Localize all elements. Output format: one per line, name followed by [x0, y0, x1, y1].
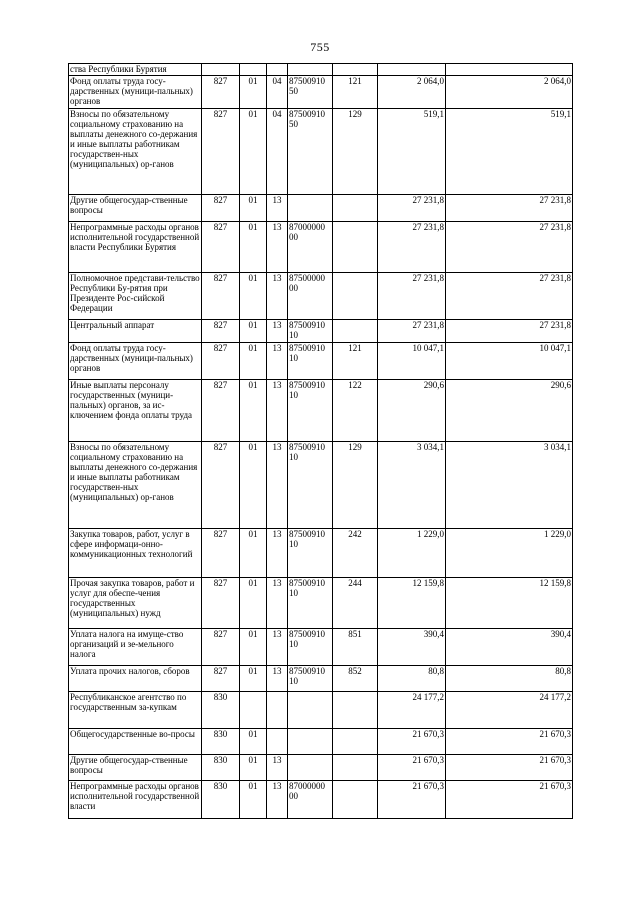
subsection-code-cell: 13 — [267, 629, 288, 666]
target-article-cell — [288, 64, 333, 76]
target-article-cell — [288, 729, 333, 755]
expense-type-cell — [333, 64, 378, 76]
expense-type-cell — [333, 781, 378, 819]
section-code-cell — [240, 64, 267, 76]
table-row — [69, 755, 573, 781]
total-cell: 21 670,3 — [446, 755, 573, 781]
expense-type-cell: 129 — [333, 442, 378, 529]
ministry-code-cell: 827 — [202, 109, 240, 195]
expense-type-cell — [333, 755, 378, 781]
amount-cell: 27 231,8 — [378, 222, 446, 273]
row-name-cell: Общегосударственные во-просы — [69, 729, 202, 755]
row-name-cell: Непрограммные расходы органов исполнительной государственной власти — [69, 781, 202, 819]
table-body — [69, 64, 573, 819]
table-row — [69, 442, 573, 529]
total-cell: 3 034,1 — [446, 442, 573, 529]
row-name-cell: Непрограммные расходы органов исполнительной государственной власти Республики Бурятия — [69, 222, 202, 273]
target-article-cell — [288, 755, 333, 781]
target-article-cell: 87000000 00 — [288, 222, 333, 273]
table-row — [69, 692, 573, 729]
row-name-cell: Взносы по обязательному социальному страхованию на выплаты денежного со-держания и иные выплаты работникам государствен-ных (муниципальных) ор-ганов — [69, 442, 202, 529]
subsection-code-cell: 13 — [267, 343, 288, 380]
budget-table — [68, 63, 573, 819]
target-article-cell: 87000000 00 — [288, 781, 333, 819]
row-name-cell: Другие общегосудар-ственные вопросы — [69, 755, 202, 781]
subsection-code-cell: 04 — [267, 109, 288, 195]
row-name-cell: Фонд оплаты труда госу-дарственных (муници-пальных) органов — [69, 76, 202, 109]
subsection-code-cell: 13 — [267, 320, 288, 343]
amount-cell: 21 670,3 — [378, 781, 446, 819]
amount-cell: 21 670,3 — [378, 755, 446, 781]
target-article-cell — [288, 692, 333, 729]
expense-type-cell: 121 — [333, 343, 378, 380]
table-row — [69, 578, 573, 629]
table-row — [69, 729, 573, 755]
amount-cell — [378, 64, 446, 76]
row-name-cell: Республиканское агентство по государственным за-купкам — [69, 692, 202, 729]
section-code-cell — [240, 692, 267, 729]
row-name-cell: ства Республики Бурятия — [69, 64, 202, 76]
amount-cell: 390,4 — [378, 629, 446, 666]
subsection-code-cell: 13 — [267, 442, 288, 529]
total-cell: 390,4 — [446, 629, 573, 666]
subsection-code-cell — [267, 692, 288, 729]
subsection-code-cell: 13 — [267, 273, 288, 320]
subsection-code-cell: 13 — [267, 529, 288, 578]
target-article-cell: 87500910 10 — [288, 629, 333, 666]
subsection-code-cell: 13 — [267, 781, 288, 819]
total-cell: 27 231,8 — [446, 273, 573, 320]
ministry-code-cell: 827 — [202, 320, 240, 343]
row-name-cell: Другие общегосудар-ственные вопросы — [69, 195, 202, 222]
section-code-cell: 01 — [240, 578, 267, 629]
expense-type-cell: 129 — [333, 109, 378, 195]
row-name-cell: Центральный аппарат — [69, 320, 202, 343]
table-row — [69, 666, 573, 692]
amount-cell: 1 229,0 — [378, 529, 446, 578]
total-cell: 21 670,3 — [446, 781, 573, 819]
subsection-code-cell: 04 — [267, 76, 288, 109]
ministry-code-cell: 830 — [202, 781, 240, 819]
ministry-code-cell: 830 — [202, 755, 240, 781]
target-article-cell: 87500910 50 — [288, 109, 333, 195]
target-article-cell: 87500910 10 — [288, 666, 333, 692]
total-cell: 27 231,8 — [446, 320, 573, 343]
section-code-cell: 01 — [240, 666, 267, 692]
amount-cell: 12 159,8 — [378, 578, 446, 629]
ministry-code-cell: 827 — [202, 76, 240, 109]
table-row — [69, 629, 573, 666]
total-cell: 24 177,2 — [446, 692, 573, 729]
subsection-code-cell: 13 — [267, 666, 288, 692]
amount-cell: 24 177,2 — [378, 692, 446, 729]
total-cell: 27 231,8 — [446, 222, 573, 273]
subsection-code-cell: 13 — [267, 222, 288, 273]
section-code-cell: 01 — [240, 320, 267, 343]
table-row — [69, 380, 573, 442]
ministry-code-cell: 827 — [202, 222, 240, 273]
row-name-cell: Уплата налога на имуще-ство организаций и зе-мельного налога — [69, 629, 202, 666]
expense-type-cell: 852 — [333, 666, 378, 692]
page-number: 755 — [310, 40, 330, 54]
total-cell: 2 064,0 — [446, 76, 573, 109]
subsection-code-cell: 13 — [267, 578, 288, 629]
amount-cell: 3 034,1 — [378, 442, 446, 529]
ministry-code-cell: 830 — [202, 692, 240, 729]
target-article-cell: 87500910 50 — [288, 76, 333, 109]
section-code-cell: 01 — [240, 629, 267, 666]
total-cell: 12 159,8 — [446, 578, 573, 629]
row-name-cell: Взносы по обязательному социальному страхованию на выплаты денежного со-держания и иные выплаты работникам государствен-ных (муниципальных) ор-ганов — [69, 109, 202, 195]
section-code-cell: 01 — [240, 729, 267, 755]
ministry-code-cell: 827 — [202, 343, 240, 380]
section-code-cell: 01 — [240, 273, 267, 320]
section-code-cell: 01 — [240, 442, 267, 529]
ministry-code-cell: 827 — [202, 578, 240, 629]
table-row — [69, 195, 573, 222]
table-row — [69, 529, 573, 578]
table-row — [69, 343, 573, 380]
expense-type-cell — [333, 729, 378, 755]
ministry-code-cell: 827 — [202, 380, 240, 442]
amount-cell: 290,6 — [378, 380, 446, 442]
section-code-cell: 01 — [240, 109, 267, 195]
ministry-code-cell: 827 — [202, 442, 240, 529]
subsection-code-cell: 13 — [267, 755, 288, 781]
amount-cell: 27 231,8 — [378, 195, 446, 222]
section-code-cell: 01 — [240, 76, 267, 109]
expense-type-cell: 851 — [333, 629, 378, 666]
row-name-cell: Фонд оплаты труда госу-дарственных (муници-пальных) органов — [69, 343, 202, 380]
row-name-cell: Прочая закупка товаров, работ и услуг для обеспе-чения государственных (муниципальных) нужд — [69, 578, 202, 629]
section-code-cell: 01 — [240, 755, 267, 781]
table-row — [69, 64, 573, 76]
subsection-code-cell — [267, 729, 288, 755]
total-cell: 10 047,1 — [446, 343, 573, 380]
section-code-cell: 01 — [240, 380, 267, 442]
total-cell: 21 670,3 — [446, 729, 573, 755]
ministry-code-cell: 830 — [202, 729, 240, 755]
amount-cell: 10 047,1 — [378, 343, 446, 380]
target-article-cell: 87500910 10 — [288, 529, 333, 578]
total-cell: 80,8 — [446, 666, 573, 692]
subsection-code-cell: 13 — [267, 195, 288, 222]
amount-cell: 21 670,3 — [378, 729, 446, 755]
target-article-cell: 87500910 10 — [288, 578, 333, 629]
expense-type-cell — [333, 273, 378, 320]
ministry-code-cell: 827 — [202, 629, 240, 666]
expense-type-cell — [333, 692, 378, 729]
target-article-cell: 87500910 10 — [288, 442, 333, 529]
target-article-cell: 87500910 10 — [288, 380, 333, 442]
section-code-cell: 01 — [240, 222, 267, 273]
ministry-code-cell: 827 — [202, 273, 240, 320]
total-cell — [446, 64, 573, 76]
table-row — [69, 273, 573, 320]
target-article-cell — [288, 195, 333, 222]
table-row — [69, 109, 573, 195]
amount-cell: 2 064,0 — [378, 76, 446, 109]
expense-type-cell: 121 — [333, 76, 378, 109]
subsection-code-cell: 13 — [267, 380, 288, 442]
row-name-cell: Закупка товаров, работ, услуг в сфере информаци-онно-коммуникационных технологий — [69, 529, 202, 578]
table-row — [69, 76, 573, 109]
row-name-cell: Полномочное представи-тельство Республики Бу-рятия при Президенте Рос-сийской Федерации — [69, 273, 202, 320]
total-cell: 519,1 — [446, 109, 573, 195]
target-article-cell: 87500000 00 — [288, 273, 333, 320]
ministry-code-cell: 827 — [202, 529, 240, 578]
target-article-cell: 87500910 10 — [288, 320, 333, 343]
ministry-code-cell: 827 — [202, 666, 240, 692]
expense-type-cell: 244 — [333, 578, 378, 629]
amount-cell: 27 231,8 — [378, 320, 446, 343]
amount-cell: 27 231,8 — [378, 273, 446, 320]
ministry-code-cell: 827 — [202, 195, 240, 222]
target-article-cell: 87500910 10 — [288, 343, 333, 380]
section-code-cell: 01 — [240, 781, 267, 819]
expense-type-cell — [333, 195, 378, 222]
ministry-code-cell — [202, 64, 240, 76]
expense-type-cell — [333, 222, 378, 273]
row-name-cell: Уплата прочих налогов, сборов — [69, 666, 202, 692]
total-cell: 290,6 — [446, 380, 573, 442]
section-code-cell: 01 — [240, 343, 267, 380]
table-row — [69, 320, 573, 343]
section-code-cell: 01 — [240, 529, 267, 578]
total-cell: 27 231,8 — [446, 195, 573, 222]
amount-cell: 519,1 — [378, 109, 446, 195]
table-row — [69, 781, 573, 819]
expense-type-cell: 122 — [333, 380, 378, 442]
expense-type-cell: 242 — [333, 529, 378, 578]
table-row — [69, 222, 573, 273]
total-cell: 1 229,0 — [446, 529, 573, 578]
section-code-cell: 01 — [240, 195, 267, 222]
expense-type-cell — [333, 320, 378, 343]
row-name-cell: Иные выплаты персоналу государственных (муници-пальных) органов, за ис-ключением фонда оплаты труда — [69, 380, 202, 442]
subsection-code-cell — [267, 64, 288, 76]
amount-cell: 80,8 — [378, 666, 446, 692]
